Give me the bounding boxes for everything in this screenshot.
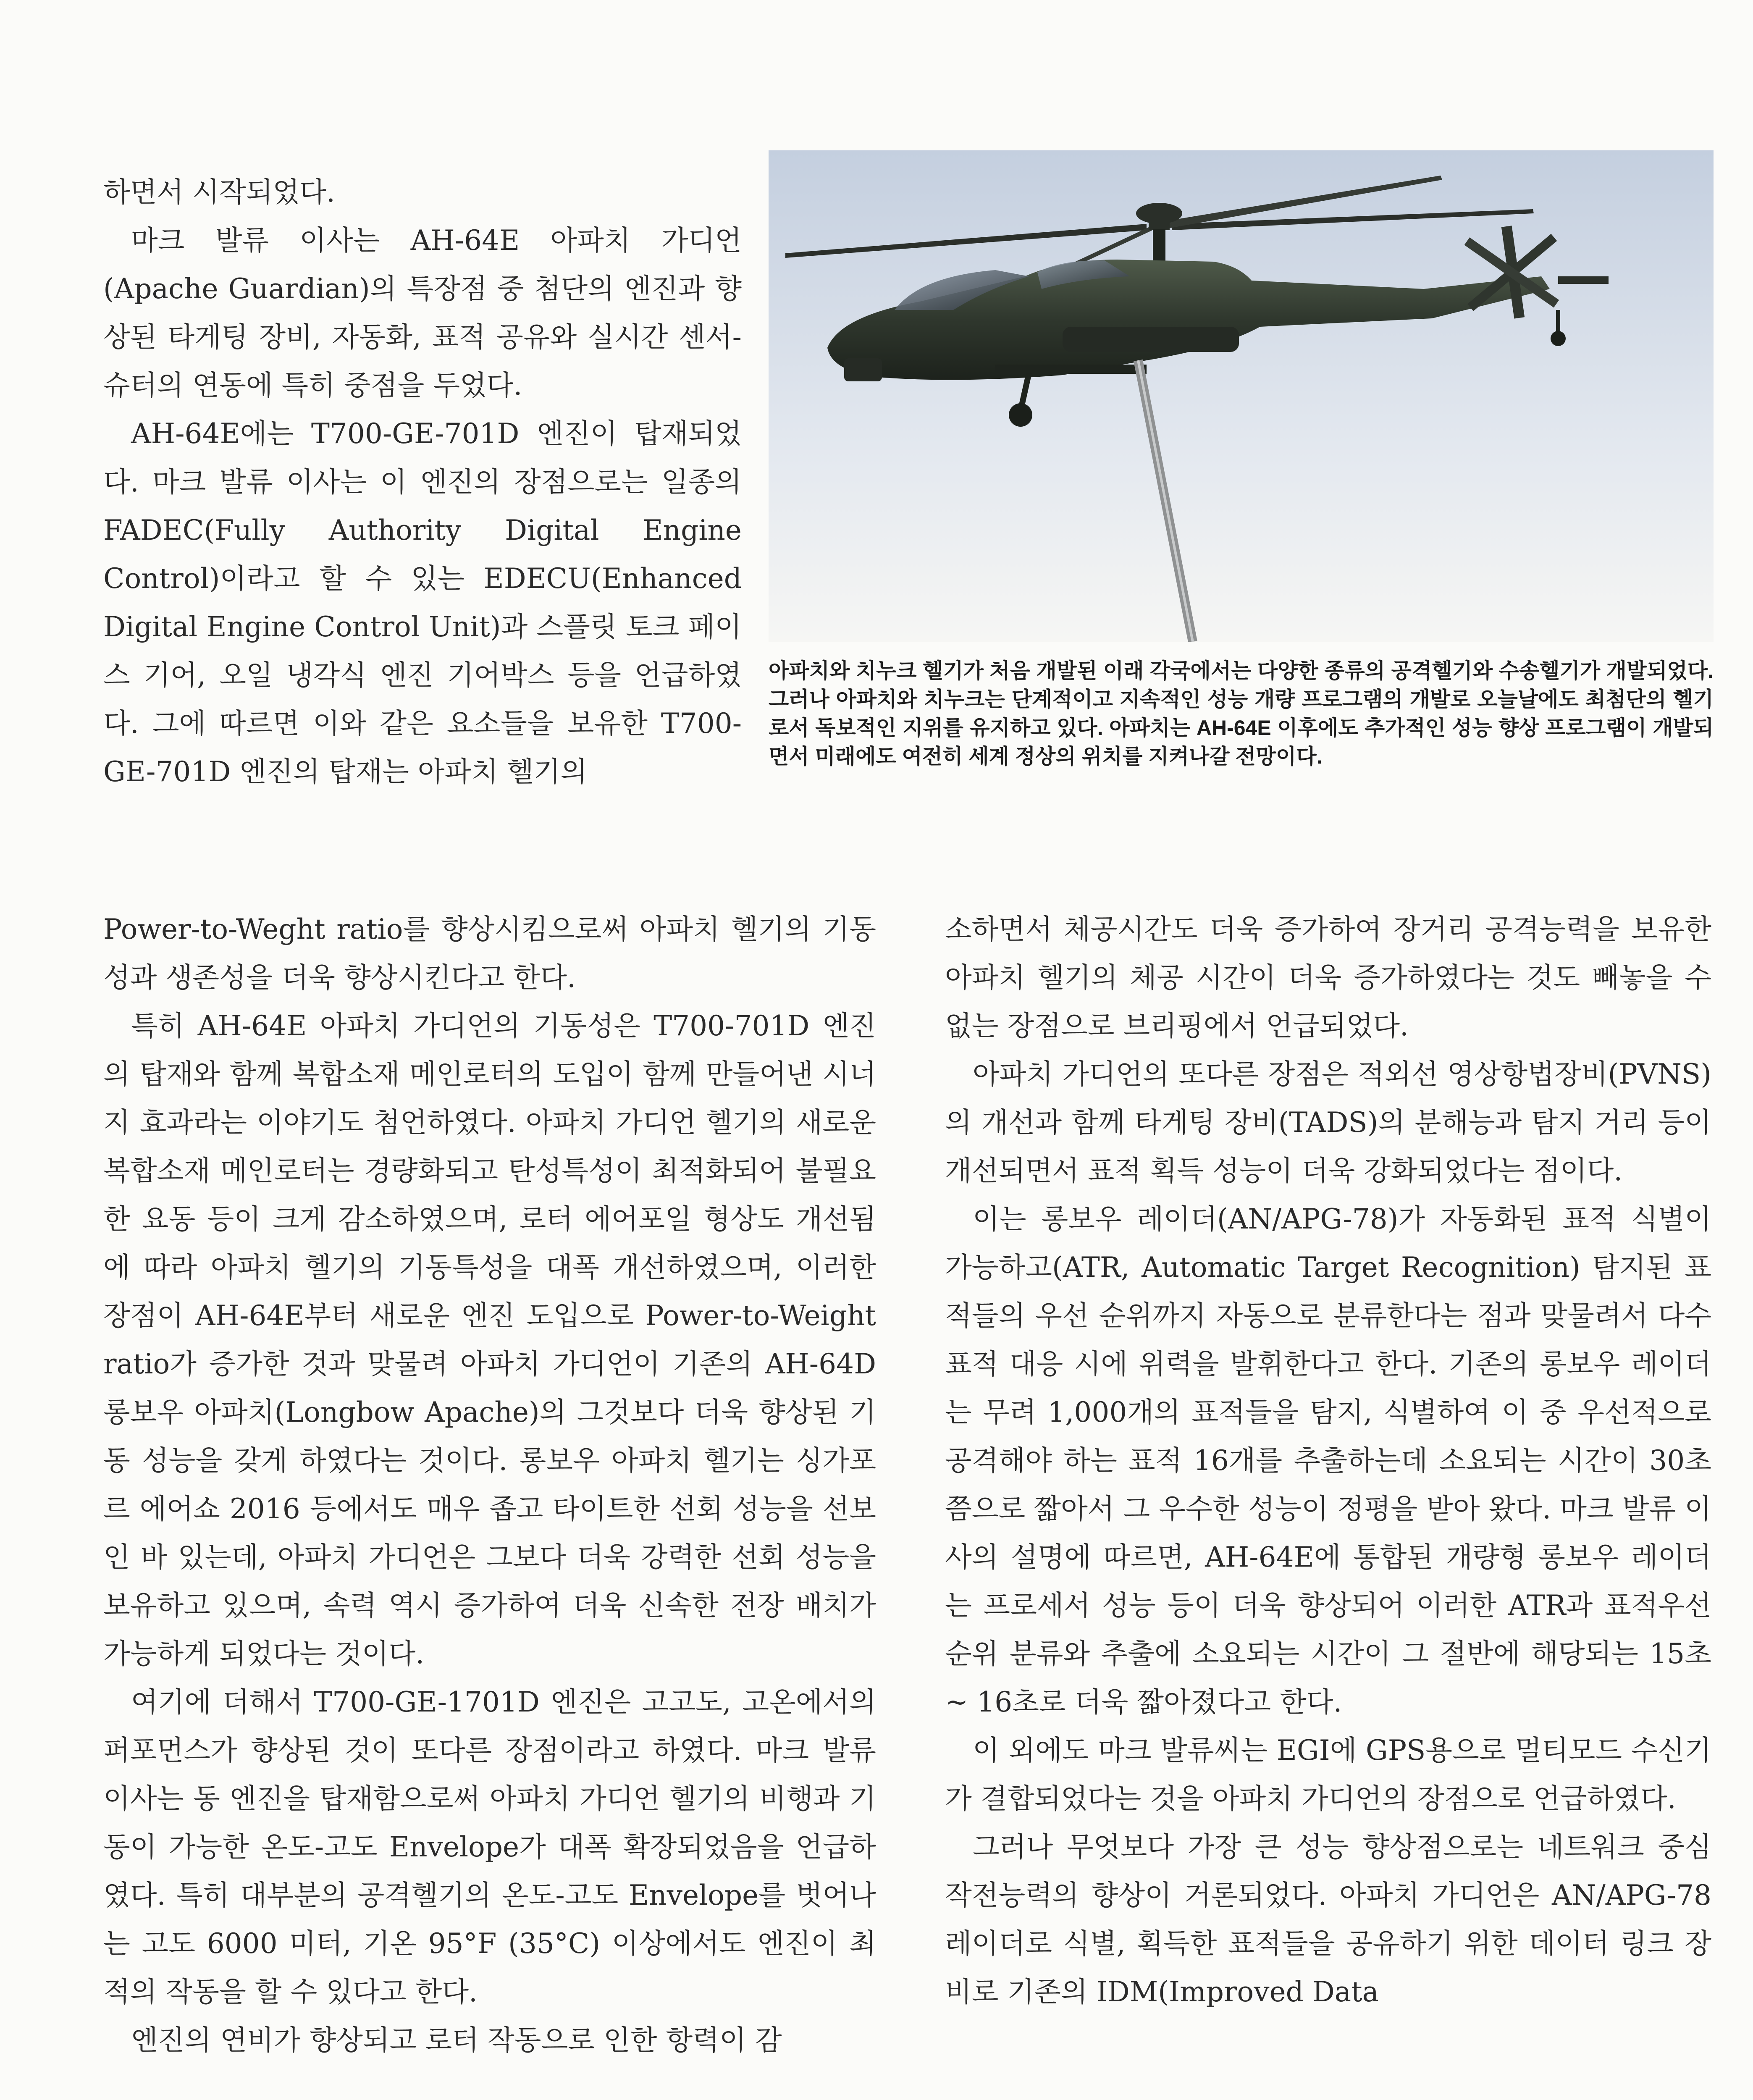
paragraph: 여기에 더해서 T700-GE-1701D 엔진은 고고도, 고온에서의 퍼포먼스가 향상된 것이 또다른 장점이라고 하였다. 마크 발류 이사는 동 엔진을 탑재함으로써 아파치 가디언 헬기의 비행과 기동이 가능한 온도-고도 Envelope가 대폭 확장되었음을 언급하였다. 특히 대부분의 공격헬기의 온도-고도 Envelope를 벗어나는 고도 6000 미터, 기온 95°F (35°C) 이상에서도 엔진이 최적의 작동을 할 수 있다고 한다.: [103, 1686, 876, 2008]
paragraph: AH-64E에는 T700-GE-701D 엔진이 탑재되었다. 마크 발류 이사는 이 엔진의 장점으로는 일종의 FADEC(Fully Authority Digital Engine Control)이라고 할 수 있는 EDECU(Enhanced Digital Engine Control Unit)과 스플릿 토크 페이스 기어, 오일 냉각식 엔진 기어박스 등을 언급하였다. 그에 따르면 이와 같은 요소들을 보유한 T700-GE-701D 엔진의 탑재는 아파치 헬기의: [103, 417, 742, 788]
article-column-left-top: [103, 168, 742, 796]
paragraph: 특히 AH-64E 아파치 가디언의 기동성은 T700-701D 엔진의 탑재와 함께 복합소재 메인로터의 도입이 함께 만들어낸 시너지 효과라는 이야기도 첨언하였다. 아파치 가디언 헬기의 새로운 복합소재 메인로터는 경량화되고 탄성특성이 최적화되어 불필요한 요동 등이 크게 감소하였으며, 로터 에어포일 형상도 개선됨에 따라 아파치 헬기의 기동특성을 대폭 개선하였으며, 이러한 장점이 AH-64E부터 새로운 엔진 도입으로 Power-to-Weight ratio가 증가한 것과 맞물려 아파치 가디언이 기존의 AH-64D 롱보우 아파치(Longbow Apache)의 그것보다 더욱 향상된 기동 성능을 갖게 하였다는 것이다. 롱보우 아파치 헬기는 싱가포르 에어쇼 2016 등에서도 매우 좁고 타이트한 선회 성능을 선보인 바 있는데, 아파치 가디언은 그보다 더욱 강력한 선회 성능을 보유하고 있으며, 속력 역시 증가하여 더욱 신속한 전장 배치가 가능하게 되었다는 것이다.: [103, 1010, 876, 1670]
paragraph: Power-to-Weght ratio를 향상시킴으로써 아파치 헬기의 기동성과 생존성을 더욱 향상시킨다고 한다.: [103, 913, 876, 994]
photo-caption: 아파치와 치누크 헬기가 처음 개발된 이래 각국에서는 다양한 종류의 공격헬기와 수송헬기가 개발되었다. 그러나 아파치와 치누크는 단계적이고 지속적인 성능 개량 프로그램의 개발로 오늘날에도 최첨단의 헬기로서 독보적인 지위를 유지하고 있다. 아파치는 AH-64E 이후에도 추가적인 성능 향상 프로그램이 개발되면서 미래에도 여전히 세계 정상의 위치를 지켜나갈 전망이다.: [769, 659, 1714, 768]
paragraph: 이는 롱보우 레이더(AN/APG-78)가 자동화된 표적 식별이 가능하고(ATR, Automatic Target Recognition) 탐지된 표적들의 우선 순위까지 자동으로 분류한다는 점과 맞물려서 다수 표적 대응 시에 위력을 발휘한다고 한다. 기존의 롱보우 레이더는 무려 1,000개의 표적들을 탐지, 식별하여 이 중 우선적으로 공격해야 하는 표적 16개를 추출하는데 소요되는 시간이 30초쯤으로 짧아서 그 우수한 성능이 정평을 받아 왔다. 마크 발류 이사의 설명에 따르면, AH-64E에 통합된 개량형 롱보우 레이더는 프로세서 성능 등이 더욱 향상되어 이러한 ATR과 표적우선순위 분류와 추출에 소요되는 시간이 그 절반에 해당되는 15초 ~ 16초로 더욱 짧아졌다고 한다.: [945, 1203, 1711, 1718]
article-column-right: [945, 905, 1711, 2016]
apache-helicopter-illustration: [769, 150, 1714, 642]
paragraph: 소하면서 체공시간도 더욱 증가하여 장거리 공격능력을 보유한 아파치 헬기의 체공 시간이 더욱 증가하였다는 것도 빼놓을 수 없는 장점으로 브리핑에서 언급되었다.: [945, 913, 1711, 1042]
paragraph: 이 외에도 마크 발류씨는 EGI에 GPS용으로 멀티모드 수신기가 결합되었다는 것을 아파치 가디언의 장점으로 언급하였다.: [945, 1734, 1711, 1815]
paragraph: 하면서 시작되었다.: [103, 176, 336, 208]
paragraph: 그러나 무엇보다 가장 큰 성능 향상점으로는 네트워크 중심 작전능력의 향상이 거론되었다. 아파치 가디언은 AN/APG-78 레이더로 식별, 획득한 표적들을 공유하기 위한 데이터 링크 장비로 기존의 IDM(Improved Data: [945, 1831, 1712, 2008]
paragraph: 마크 발류 이사는 AH-64E 아파치 가디언(Apache Guardian)의 특장점 중 첨단의 엔진과 향상된 타게팅 장비, 자동화, 표적 공유와 실시간 센서-슈터의 연동에 특히 중점을 두었다.: [103, 224, 742, 402]
article-column-left-bottom: [103, 905, 876, 2064]
paragraph: 아파치 가디언의 또다른 장점은 적외선 영상항법장비(PVNS)의 개선과 함께 타게팅 장비(TADS)의 분해능과 탐지 거리 등이 개선되면서 표적 획득 성능이 더욱 강화되었다는 점이다.: [945, 1058, 1711, 1187]
paragraph: 엔진의 연비가 향상되고 로터 작동으로 인한 항력이 감: [131, 2024, 782, 2056]
helicopter-photo: [769, 150, 1714, 642]
